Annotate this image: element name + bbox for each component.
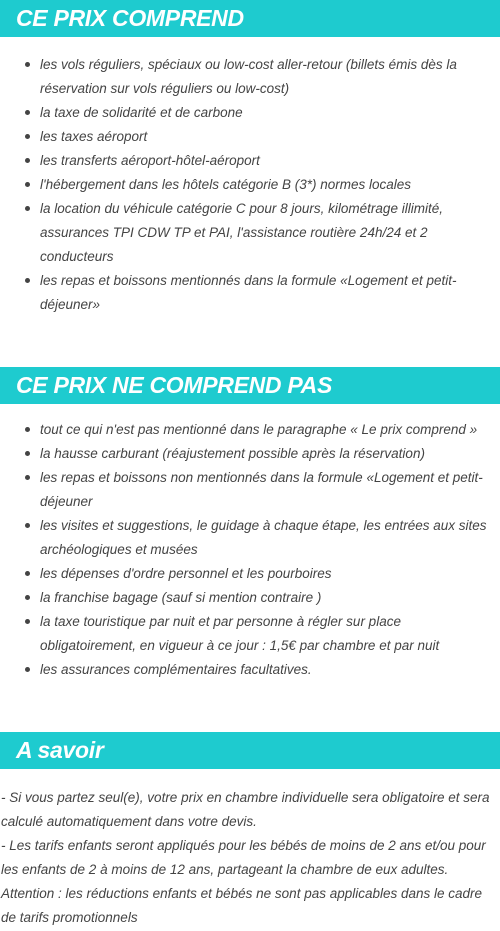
list-item-text: les repas et boissons non mentionnés dans la formule «Logement et petit-déjeuner [40, 470, 483, 509]
list-item-text: tout ce qui n'est pas mentionné dans le paragraphe « Le prix comprend » [40, 422, 478, 437]
list-item-text: la franchise bagage (sauf si mention contraire ) [40, 590, 322, 605]
list-item-text: la taxe de solidarité et de carbone [40, 105, 243, 120]
list-item-text: les dépenses d'ordre personnel et les pourboires [40, 566, 332, 581]
bullet-icon [25, 110, 30, 115]
bullet-icon [25, 427, 30, 432]
bullet-icon [25, 595, 30, 600]
list-item [40, 466, 500, 514]
bullet-icon [25, 206, 30, 211]
bullet-icon [25, 62, 30, 67]
bullet-icon [25, 134, 30, 139]
section-title-included: CE PRIX COMPREND [0, 0, 500, 37]
info-text [0, 786, 500, 930]
bullet-icon [25, 667, 30, 672]
bullet-icon [25, 158, 30, 163]
list-item-text: la location du véhicule catégorie C pour 8 jours, kilométrage illimité, assurances TPI CDW TP et PAI, l'assistance routière 24h/24 et 2 conducteurs [40, 201, 443, 264]
list-item-text: la hausse carburant (réajustement possible après la réservation) [40, 446, 425, 461]
list-item [40, 197, 500, 269]
list-item [40, 101, 500, 125]
list-item [40, 418, 500, 442]
bullet-icon [25, 571, 30, 576]
bullet-icon [25, 278, 30, 283]
excluded-list [0, 418, 500, 682]
bullet-icon [25, 619, 30, 624]
info-paragraph: - Si vous partez seul(e), votre prix en chambre individuelle sera obligatoire et sera calculé automatiquement dans votre devis. [1, 790, 490, 829]
list-item-text: les vols réguliers, spéciaux ou low-cost aller-retour (billets émis dès la réservation sur vols réguliers ou low-cost) [40, 57, 457, 96]
list-item [40, 125, 500, 149]
bullet-icon [25, 475, 30, 480]
list-item [40, 562, 500, 586]
included-list [0, 53, 500, 317]
list-item-text: les taxes aéroport [40, 129, 148, 144]
bullet-icon [25, 523, 30, 528]
list-item [40, 658, 500, 682]
bullet-icon [25, 451, 30, 456]
list-item [40, 149, 500, 173]
list-item-text: les repas et boissons mentionnés dans la formule «Logement et petit-déjeuner» [40, 273, 457, 312]
list-item-text: les visites et suggestions, le guidage à chaque étape, les entrées aux sites archéologiques et musées [40, 518, 487, 557]
list-item-text: la taxe touristique par nuit et par personne à régler sur place obligatoirement, en vigueur à ce jour : 1,5€ par chambre et par nuit [40, 614, 440, 653]
list-item-text: les transferts aéroport-hôtel-aéroport [40, 153, 260, 168]
list-item-text: les assurances complémentaires facultatives. [40, 662, 312, 677]
info-paragraph: Attention : les réductions enfants et bébés ne sont pas applicables dans le cadre de tarifs promotionnels [1, 886, 483, 925]
list-item [40, 514, 500, 562]
list-item [40, 586, 500, 610]
list-item [40, 173, 500, 197]
section-title-excluded: CE PRIX NE COMPREND PAS [0, 367, 500, 404]
section-title-info: A savoir [0, 732, 500, 769]
list-item-text: l'hébergement dans les hôtels catégorie B (3*) normes locales [40, 177, 412, 192]
info-paragraph: - Les tarifs enfants seront appliqués pour les bébés de moins de 2 ans et/ou pour les enfants de 2 à moins de 12 ans, partageant la chambre de eux adultes. [1, 838, 486, 877]
list-item [40, 269, 500, 317]
list-item [40, 53, 500, 101]
list-item [40, 610, 500, 658]
list-item [40, 442, 500, 466]
bullet-icon [25, 182, 30, 187]
